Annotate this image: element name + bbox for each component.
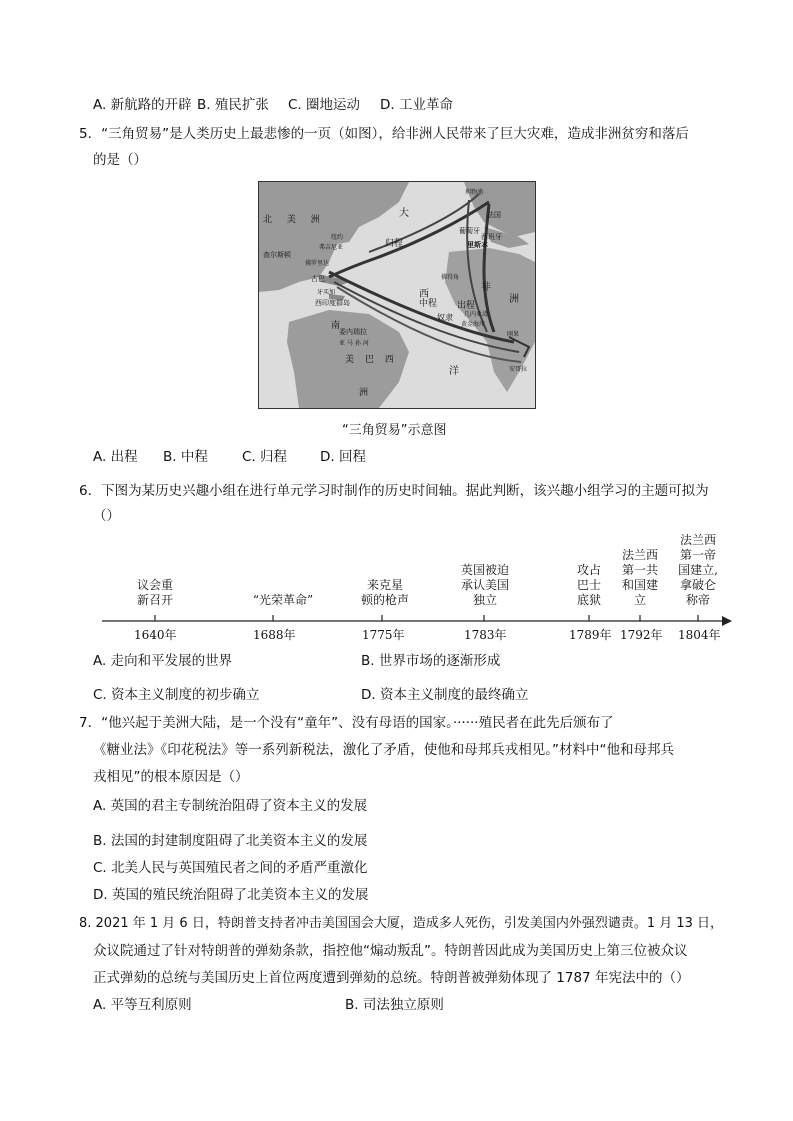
- map-label-atlantic-yang: 洋: [449, 366, 459, 377]
- map-label-amazon: 亚 马 孙 河: [339, 340, 369, 347]
- map-label-portugal: 葡萄牙: [459, 227, 480, 235]
- timeline-year-1640: 1640年: [134, 628, 177, 642]
- event-label-line: 来克星: [366, 578, 403, 592]
- map-route-return: 归程: [385, 239, 404, 249]
- timeline-year-1789: 1789年: [569, 628, 612, 642]
- event-label-line: 承认美国: [460, 578, 509, 592]
- map-label-newyork: 纽约: [331, 234, 344, 241]
- q5-option-a: A. 出程: [93, 449, 138, 465]
- map-label-florida: 佛罗里达: [305, 260, 330, 267]
- event-label-line: 第一帝: [679, 548, 716, 562]
- event-label-line: 立: [633, 593, 646, 607]
- timeline-event-1789: [564, 563, 614, 608]
- map-route-out: 出程: [457, 301, 476, 311]
- map-label-guinea-gulf: 几内亚湾: [464, 311, 489, 318]
- q6-stem-line2: （）: [93, 508, 120, 524]
- event-label-line: “光荣革命”: [252, 593, 314, 607]
- q6-stem-line1: 6．下图为某历史兴趣小组在进行单元学习时制作的历史时间轴。据此判断，该兴趣小组学习的主题可拟为: [79, 483, 709, 499]
- q7-option-a: A. 英国的君主专制统治阻碍了资本主义的发展: [93, 798, 368, 814]
- q4-option-b: B. 殖民扩张: [197, 97, 269, 113]
- map-label-north-america: 北 美 洲: [263, 215, 326, 225]
- event-label-line: 独立: [472, 593, 497, 607]
- event-label-line: 法兰西: [679, 533, 716, 547]
- map-label-gold-coast: 黄金海岸: [461, 321, 486, 328]
- event-label-line: 新召开: [136, 593, 173, 607]
- q8-option-b: B. 司法独立原则: [345, 997, 444, 1013]
- q7-option-b: B. 法国的封建制度阻碍了北美资本主义的发展: [93, 833, 368, 849]
- event-label-line: 第一共: [621, 563, 658, 577]
- q7-option-c: C. 北美人民与英国殖民者之间的矛盾严重激化: [93, 860, 368, 876]
- timeline-year-1775: 1775年: [362, 628, 405, 642]
- map-label-charleston: 查尔斯顿: [263, 251, 291, 259]
- q4-option-d: D. 工业革命: [380, 97, 453, 113]
- q8-stem-line1: 8. 2021 年 1 月 6 日，特朗普支持者冲击美国国会大厦，造成多人死伤，引发美国内外强烈谴责。1 月 13 日，: [79, 916, 724, 931]
- map-label-africa-fei: 非: [481, 282, 491, 293]
- q7-stem-line1: 7．“他兴起于美洲大陆，是一个没有“童年”、没有母语的国家。······殖民者在此先后颁布了: [79, 715, 614, 731]
- q8-stem-line3: 正式弹劾的总统与美国历史上首位两度遭到弹劾的总统。特朗普被弹劾体现了 1787 年宪法中的（）: [93, 970, 690, 986]
- q7-option-d: D. 英国的殖民统治阻碍了北美资本主义的发展: [93, 887, 369, 903]
- map-label-angola: 安哥拉: [509, 366, 528, 373]
- map-label-virginia: 弗吉尼亚: [319, 244, 344, 251]
- map-label-atlantic-xi: 西: [419, 289, 429, 300]
- q5-stem-line2: 的是（）: [93, 152, 147, 168]
- map-label-congo: 刚果: [507, 331, 520, 338]
- map-label-cuba: 古巴: [311, 275, 325, 283]
- timeline-year-1783: 1783年: [464, 628, 507, 642]
- map-label-venezuela: 委内瑞拉: [339, 328, 367, 336]
- timeline-event-1804: [670, 533, 726, 608]
- event-label-line: 攻占: [576, 563, 601, 577]
- q7-stem-line2: 《糖业法》《印花税法》等一系列新税法，激化了矛盾，使他和母邦兵戎相见。”材料中“他和母邦兵: [93, 742, 674, 758]
- timeline-event-1775: [355, 578, 415, 608]
- event-label-line: 称帝: [685, 593, 710, 607]
- map-label-france: 法国: [487, 211, 501, 219]
- map-label-atlantic-da: 大: [399, 208, 409, 219]
- map-route-middle: 中程: [419, 299, 438, 309]
- q8-stem-line2: 众议院通过了针对特朗普的弹劾条款，指控他“煽动叛乱”。特朗普因此成为美国历史上第三位被众议: [93, 943, 688, 959]
- q6-option-d: D. 资本主义制度的最终确立: [361, 687, 529, 703]
- q7-stem-line3: 戎相见”的根本原因是（）: [93, 769, 249, 785]
- timeline-event-1792: [615, 548, 665, 608]
- map-label-lisbon: 里斯本: [467, 241, 488, 249]
- timeline-year-1804: 1804年: [678, 628, 721, 642]
- q6-option-c: C. 资本主义制度的初步确立: [93, 687, 260, 703]
- event-label-line: 国建立,: [678, 563, 718, 577]
- timeline-year-1688: 1688年: [253, 628, 296, 642]
- event-label-line: 议会重: [136, 578, 173, 592]
- triangle-trade-map: [258, 181, 536, 409]
- q5-option-c: C. 归程: [242, 449, 288, 465]
- q6-option-a: A. 走向和平发展的世界: [93, 653, 233, 669]
- q5-stem-line1: 5．“三角贸易”是人类历史上最悲惨的一页（如图），给非洲人民带来了巨大灾难，造成非洲贫穷和落后: [79, 126, 689, 142]
- q4-option-c: C. 圈地运动: [288, 97, 361, 113]
- timeline-event-1783: [450, 563, 520, 608]
- map-label-africa-zhou: 洲: [509, 294, 519, 305]
- event-label-line: 和国建: [621, 578, 658, 592]
- timeline-year-1792: 1792年: [620, 628, 663, 642]
- map-label-jamaica: 牙买加: [317, 289, 336, 296]
- map-label-spain: 西班牙: [481, 233, 502, 241]
- q5-option-d: D. 回程: [320, 449, 366, 465]
- q5-option-b: B. 中程: [163, 449, 208, 465]
- event-label-line: 顿的枪声: [360, 593, 409, 607]
- q8-option-a: A. 平等互利原则: [93, 997, 192, 1013]
- event-label-line: 英国被迫: [460, 563, 509, 577]
- map-label-cape-verde: 佛得角: [441, 274, 460, 281]
- map-label-brazil: 美 巴 西: [345, 355, 398, 365]
- map-label-america-zhou: 洲: [359, 388, 369, 398]
- event-label-line: 拿破仑: [679, 578, 716, 592]
- timeline-event-1688: [238, 593, 328, 608]
- event-label-line: 巴士: [576, 578, 601, 592]
- q6-option-b: B. 世界市场的逐渐形成: [361, 653, 501, 669]
- timeline-event-1640: [130, 578, 180, 608]
- event-label-line: 底狱: [576, 593, 601, 607]
- map-label-west-indies: 西印度群岛: [315, 299, 350, 307]
- map-route-slave: 奴隶: [437, 313, 453, 322]
- map-label-liverpool: 利物浦: [465, 189, 484, 196]
- map-caption: “三角贸易”示意图: [342, 423, 447, 438]
- q4-option-a: A. 新航路的开辟: [93, 97, 192, 113]
- map-label-south: 南: [331, 321, 341, 331]
- event-label-line: 法兰西: [621, 548, 658, 562]
